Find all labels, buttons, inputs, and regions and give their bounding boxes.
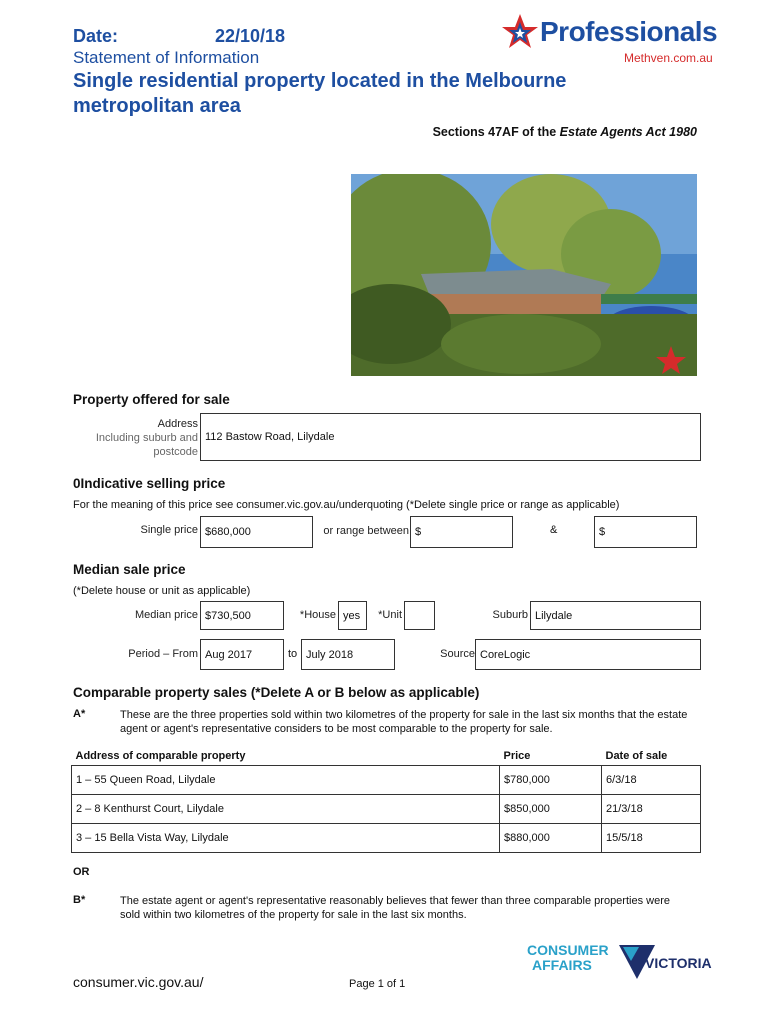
source-field[interactable]: CoreLogic (475, 639, 701, 670)
indicative-heading: 0Indicative selling price (73, 476, 226, 491)
comparable-heading: Comparable property sales (*Delete A or B below as applicable) (73, 685, 480, 700)
address-label-line2: Including suburb and (95, 432, 198, 444)
range-label: or range between (323, 525, 409, 537)
address-label-line1: Address (157, 418, 198, 430)
unit-label: *Unit (378, 609, 402, 621)
row-address[interactable]: 3 – 15 Bella Vista Way, Lilydale (72, 824, 500, 853)
period-from-field[interactable]: Aug 2017 (200, 639, 284, 670)
period-to-label: to (288, 648, 298, 660)
consumer-affairs-victoria-logo (527, 942, 712, 991)
option-b-text: The estate agent or agent's representative reasonably believes that fewer than three comparable properties were sold within two kilometres of the property for sale in the last six months. (120, 895, 670, 921)
option-a-text: These are the three properties sold within two kilometres of the property for sale in the last six months that the estate agent or agent's representative considers to be most comparable to the property for sale. (120, 709, 688, 735)
table-header-row (72, 747, 701, 766)
median-price-field[interactable]: $730,500 (200, 601, 284, 630)
document-subtitle: Statement of Information (73, 48, 260, 67)
row-address[interactable]: 2 – 8 Kenthurst Court, Lilydale (72, 795, 500, 824)
median-note: (*Delete house or unit as applicable) (73, 585, 251, 597)
indicative-note: For the meaning of this price see consumer.vic.gov.au/underquoting (*Delete single price or range as applicable) (73, 499, 620, 511)
date-label: Date: (73, 26, 119, 46)
period-to-field[interactable]: July 2018 (301, 639, 395, 670)
document-title: Single residential property located in the Melbourne metropolitan area (73, 70, 567, 117)
period-from-label: Period – From (128, 648, 198, 660)
footer-url[interactable]: consumer.vic.gov.au/ (73, 974, 204, 990)
page-number: Page 1 of 1 (349, 978, 406, 990)
date-value: 22/10/18 (215, 26, 286, 46)
section-reference (433, 125, 697, 139)
suburb-field[interactable]: Lilydale (530, 601, 701, 630)
logo-wordmark: Professionals (540, 16, 718, 47)
address-field[interactable]: 112 Bastow Road, Lilydale (200, 413, 701, 461)
cav-line3: VICTORIA (645, 955, 712, 971)
cav-line2: AFFAIRS (532, 957, 592, 973)
row-price[interactable]: $880,000 (500, 824, 602, 853)
row-date[interactable]: 21/3/18 (602, 795, 701, 824)
act-name: Estate Agents Act 1980 (559, 125, 697, 139)
row-date[interactable]: 15/5/18 (602, 824, 701, 853)
range-to-field[interactable]: $ (594, 516, 697, 548)
row-price[interactable]: $850,000 (500, 795, 602, 824)
single-price-field[interactable]: $680,000 (200, 516, 313, 548)
row-address[interactable]: 1 – 55 Queen Road, Lilydale (72, 766, 500, 795)
row-price[interactable]: $780,000 (500, 766, 602, 795)
house-field[interactable]: yes (338, 601, 367, 630)
cav-line1: CONSUMER (527, 942, 609, 958)
option-b-label: B* (73, 894, 86, 906)
table-row (72, 766, 701, 795)
source-label: Source (440, 648, 475, 660)
professionals-logo (500, 10, 722, 70)
single-price-label: Single price (140, 524, 198, 536)
row-date[interactable]: 6/3/18 (602, 766, 701, 795)
median-price-label: Median price (135, 609, 198, 621)
property-photo (351, 174, 697, 376)
range-ampersand: & (550, 524, 558, 536)
date-row (73, 26, 286, 47)
unit-field[interactable] (404, 601, 435, 630)
suburb-label: Suburb (492, 609, 528, 621)
col-header-date: Date of sale (605, 750, 668, 762)
or-label: OR (73, 866, 90, 878)
table-row (72, 824, 701, 853)
median-heading: Median sale price (73, 562, 186, 577)
range-from-field[interactable]: $ (410, 516, 513, 548)
property-heading: Property offered for sale (73, 392, 230, 407)
section-prefix: Sections 47AF of the (432, 125, 560, 139)
house-label: *House (299, 609, 336, 621)
table-row (72, 795, 701, 824)
option-a-label: A* (73, 708, 86, 720)
comparable-sales-table (71, 747, 701, 853)
address-label-line3: postcode (153, 446, 198, 458)
col-header-price: Price (503, 750, 531, 762)
star-logo-icon (500, 12, 540, 52)
logo-domain: Methven.com.au (624, 51, 713, 65)
address-label (73, 417, 198, 459)
col-header-address: Address of comparable property (75, 750, 246, 762)
